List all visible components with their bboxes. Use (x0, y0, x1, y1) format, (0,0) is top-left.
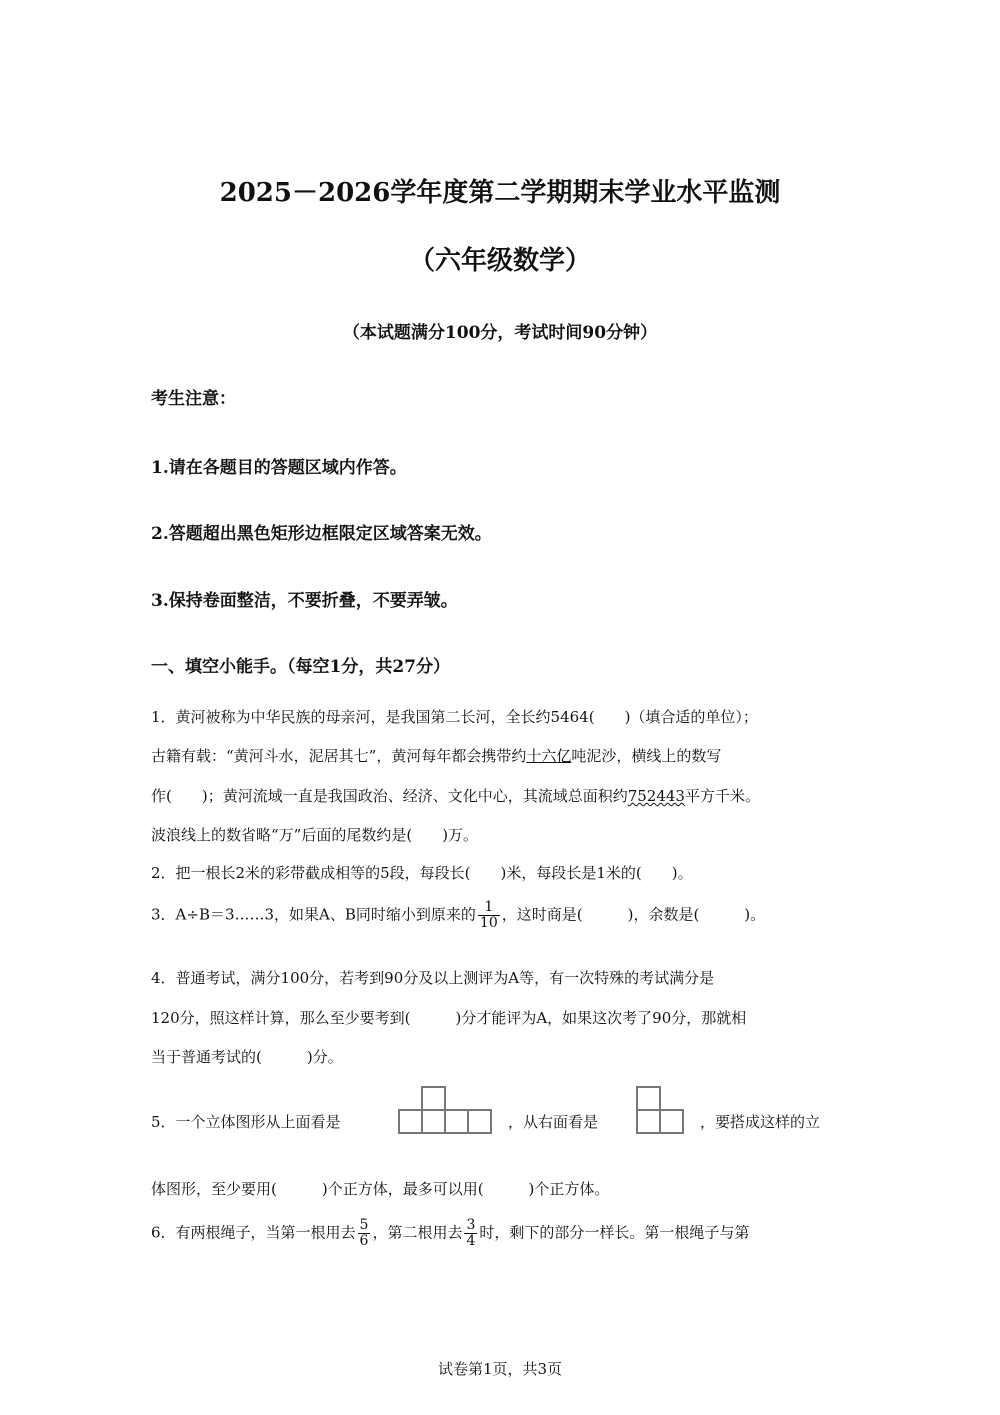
square-cell (467, 1109, 492, 1134)
exam-info: （本试题满分100分，考试时间90分钟） (342, 323, 658, 343)
q2-line: 2．把一根长2米的彩带截成相等的5段，每段长( )米，每段长是1米的( )。 (151, 864, 693, 882)
fraction-one-tenth (478, 900, 500, 931)
fraction-denominator: 10 (479, 915, 498, 931)
section-heading: 一、填空小能手。（每空1分，共27分） (151, 657, 450, 677)
wavy-number: 752443 (627, 787, 685, 805)
q6-text-c: 时，剩下的部分一样长。第一根绳子与第 (479, 1223, 750, 1242)
q1-line2 (151, 746, 721, 766)
fraction-denominator: 4 (466, 1233, 476, 1249)
q1-line2-text-b: 吨泥沙，横线上的数写 (571, 747, 722, 765)
q1-line3-text-b: 平方千米。 (684, 787, 760, 805)
square-cell (421, 1086, 446, 1111)
q1-line3-text: 作( )；黄河流域一直是我国政治、经济、文化中心，其流域总面积约 (151, 787, 628, 805)
q6-text-a: 6．有两根绳子，当第一根用去 (151, 1223, 356, 1242)
fraction-five-sixths (358, 1218, 371, 1249)
q4-line2: 120分，照这样计算，那么至少要考到( )分才能评为A，如果这次考了90分，那就相 (151, 1009, 747, 1027)
underlined-number: 十六亿 (526, 747, 572, 765)
q1-line2-text: 古籍有载：“黄河斗水，泥居其七”，黄河每年都会携带约 (151, 747, 527, 765)
q3-line (151, 900, 765, 931)
top-view-figure (398, 1086, 498, 1136)
q3-text-b: ，这时商是( )，余数是( )。 (501, 905, 766, 924)
grade-subtitle: （六年级数学） (408, 246, 591, 276)
q6-line (151, 1218, 749, 1249)
q5-line2: 体图形，至少要用( )个正方体，最多可以用( )个正方体。 (151, 1180, 610, 1198)
fraction-three-quarters (464, 1218, 477, 1249)
square-cell (659, 1109, 684, 1134)
q1-line3 (151, 786, 760, 806)
square-cell (421, 1109, 446, 1134)
q5-text-a: 5．一个立体图形从上面看是 (151, 1113, 341, 1131)
q1-line4: 波浪线上的数省略“万”后面的尾数约是( )万。 (151, 826, 479, 844)
right-view-figure (636, 1086, 688, 1136)
q4-line1: 4．普通考试，满分100分，若考到90分及以上测评为A等，有一次特殊的考试满分是 (151, 969, 715, 987)
notice-item: 3.保持卷面整洁，不要折叠，不要弄皱。 (151, 591, 458, 611)
q4-line3: 当于普通考试的( )分。 (151, 1048, 343, 1066)
exam-title: 2025－2026学年度第二学期期末学业水平监测 (219, 178, 781, 208)
q5-text-c: ，要搭成这样的立 (700, 1113, 821, 1131)
q6-text-b: ，第二根用去 (372, 1223, 463, 1242)
q5-text-b: ，从右面看是 (508, 1113, 599, 1131)
notice-heading: 考生注意： (151, 389, 236, 409)
fraction-numerator: 1 (484, 899, 494, 915)
page-footer: 试卷第1页，共3页 (437, 1360, 563, 1378)
square-cell (398, 1109, 423, 1134)
notice-item: 2.答题超出黑色矩形边框限定区域答案无效。 (151, 524, 492, 544)
fraction-numerator: 3 (466, 1217, 476, 1233)
square-cell (636, 1109, 661, 1134)
q3-text-a: 3．A÷B＝3……3，如果A、B同时缩小到原来的 (151, 905, 476, 924)
square-cell (636, 1086, 661, 1111)
fraction-denominator: 6 (359, 1233, 369, 1249)
fraction-numerator: 5 (359, 1217, 369, 1233)
notice-item: 1.请在各题目的答题区域内作答。 (151, 458, 407, 478)
q1-line1: 1．黄河被称为中华民族的母亲河，是我国第二长河，全长约5464( )（填合适的单位）； (151, 708, 758, 726)
square-cell (444, 1109, 469, 1134)
